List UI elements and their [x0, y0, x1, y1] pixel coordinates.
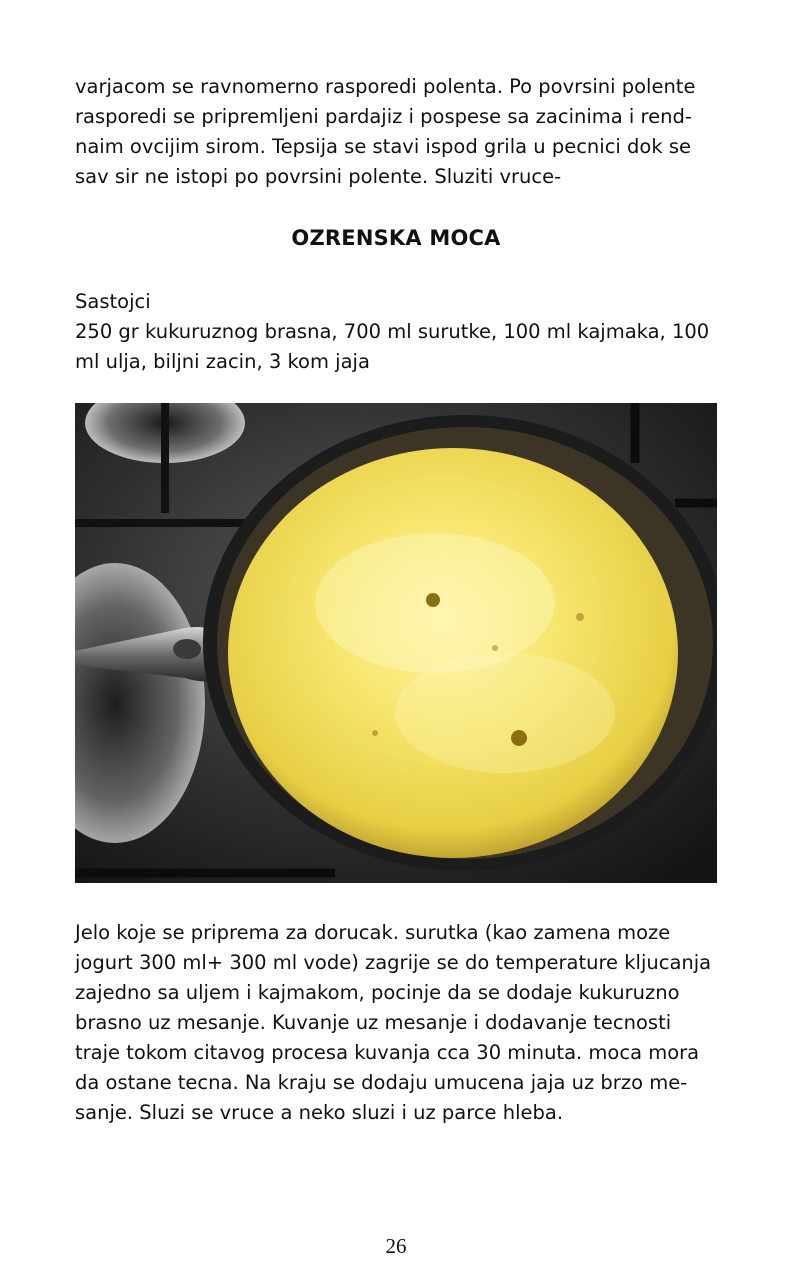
- bubble: [426, 593, 440, 607]
- text-line: sav sir ne istopi po povrsini polente. Sluziti vruce-: [75, 165, 562, 188]
- text-line: naim ovcijim sirom. Tepsija se stavi ispod grila u pecnici dok se: [75, 135, 691, 158]
- bubble: [492, 645, 498, 651]
- intro-paragraph: [75, 72, 717, 192]
- text-line: zajedno sa uljem i kajmakom, pocinje da se dodaje kukuruzno: [75, 981, 680, 1004]
- method-paragraph: [75, 918, 717, 1128]
- recipe-title: OZRENSKA MOCA: [291, 226, 501, 250]
- text-line: traje tokom citavog procesa kuvanja cca 30 minuta. moca mora: [75, 1041, 700, 1064]
- text-line: rasporedi se pripremljeni pardajiz i pospese sa zacinima i rend-: [75, 105, 692, 128]
- text-line: ml ulja, biljni zacin, 3 kom jaja: [75, 350, 370, 373]
- text-line: Jelo koje se priprema za dorucak. surutka (kao zamena moze: [75, 921, 671, 944]
- text-line: sanje. Sluzi se vruce a neko sluzi i uz parce hleba.: [75, 1101, 564, 1124]
- bubble: [576, 613, 584, 621]
- bubble: [372, 730, 378, 736]
- handle-hole: [173, 639, 201, 659]
- bubble: [511, 730, 527, 746]
- text-line: jogurt 300 ml+ 300 ml vode) zagrije se do temperature kljucanja: [75, 951, 712, 974]
- text-line: 250 gr kukuruznog brasna, 700 ml surutke, 100 ml kajmaka, 100: [75, 320, 710, 343]
- page-number: 26: [385, 1234, 407, 1258]
- ingredients-paragraph: [75, 317, 717, 377]
- ingredients-label: Sastojci: [75, 290, 151, 313]
- highlight: [395, 653, 615, 773]
- text-line: da ostane tecna. Na kraju se dodaju umucena jaja uz brzo me-: [75, 1071, 688, 1094]
- text-line: varjacom se ravnomerno rasporedi polenta. Po povrsini polente: [75, 75, 696, 98]
- pan-photo: [75, 403, 717, 883]
- text-line: brasno uz mesanje. Kuvanje uz mesanje i dodavanje tecnosti: [75, 1011, 672, 1034]
